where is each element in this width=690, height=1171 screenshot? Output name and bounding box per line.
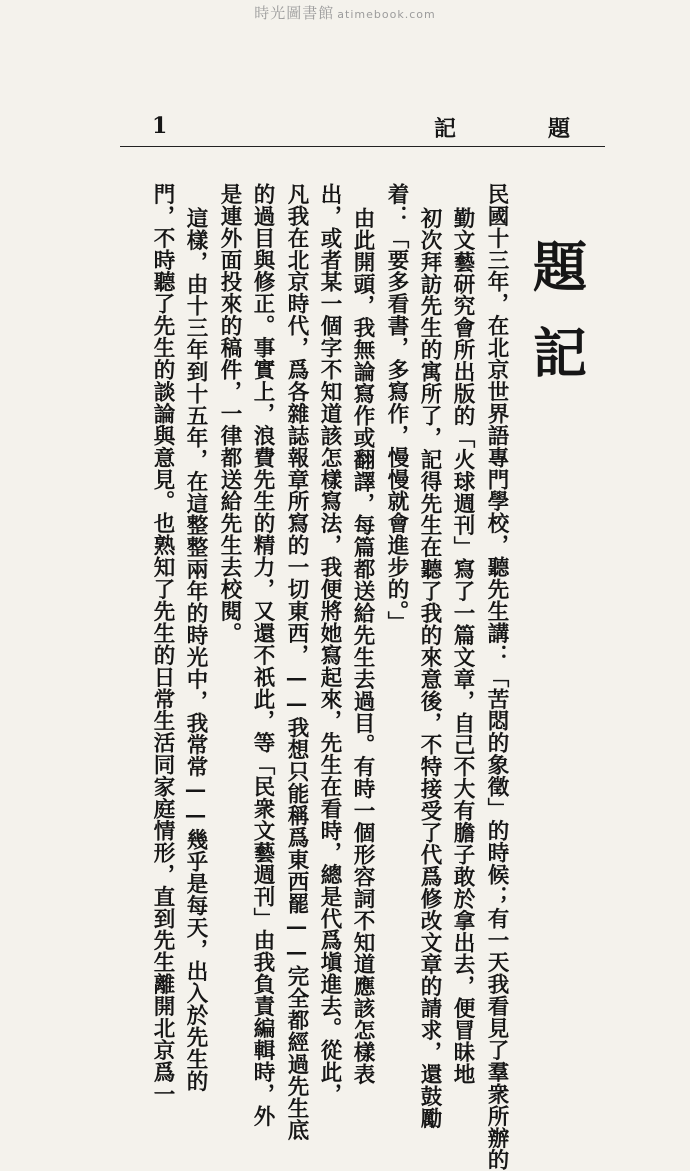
body-column: 出，或者某一個字不知道該怎樣寫法，我便將她寫起來，先生在看時，總是代爲塡進去。從此，: [317, 183, 342, 1105]
chapter-title: [525, 224, 595, 396]
body-column: 勤文藝研究會所出版的「火球週刊」寫了一篇文章，自己不大有膽子敢於拿出去，便冒昧地: [450, 207, 475, 1085]
watermark-url: atimebook.com: [337, 8, 436, 21]
body-column: 門，不時聽了先生的談論與意見。也熟知了先生的日常生活同家庭情形，直到先生離開北京爲一: [150, 183, 175, 1105]
body-column: 是連外面投來的稿件，一律都送給先生去校閱。: [217, 183, 242, 644]
running-head-left: 記: [434, 116, 457, 142]
body-column: 凡我在北京時代，爲各雜誌報章所寫的一切東西，——我想只能稱爲東西罷——完全都經過先生底: [284, 183, 309, 1141]
page-number: 1: [152, 113, 168, 139]
body-column: 由此開頭，我無論寫作或翻譯，每篇都送給先生去過目。有時一個形容詞不知道應該怎樣表: [350, 207, 375, 1085]
running-head-right: 題: [548, 116, 571, 142]
watermark: [0, 2, 690, 23]
body-column: 這樣，由十三年到十五年，在這整整兩年的時光中，我常常——幾乎是每天，出入於先生的: [183, 207, 208, 1092]
body-column: 民國十三年，在北京世界語專門學校，聽先生講：「苦悶的象徵」的時候；有一天我看見了羣衆所辦的: [484, 183, 509, 1171]
watermark-text: 時光圖書館: [254, 4, 335, 22]
body-column: 着：「要多看書，多寫作，慢慢就會進步的。」: [384, 183, 409, 634]
chapter-title-char-2: 記: [533, 321, 587, 385]
chapter-title-char-1: 題: [533, 235, 587, 299]
header-rule: [120, 146, 605, 147]
body-column: 的過目與修正。事實上，浪費先生的精力，又還不祇此，等「民衆文藝週刊」由我負責編輯時，外: [250, 183, 275, 1127]
body-column: 初次拜訪先生的寓所了，記得先生在聽了我的來意後，不特接受了代爲修改文章的請求，還鼓勵: [417, 207, 442, 1129]
